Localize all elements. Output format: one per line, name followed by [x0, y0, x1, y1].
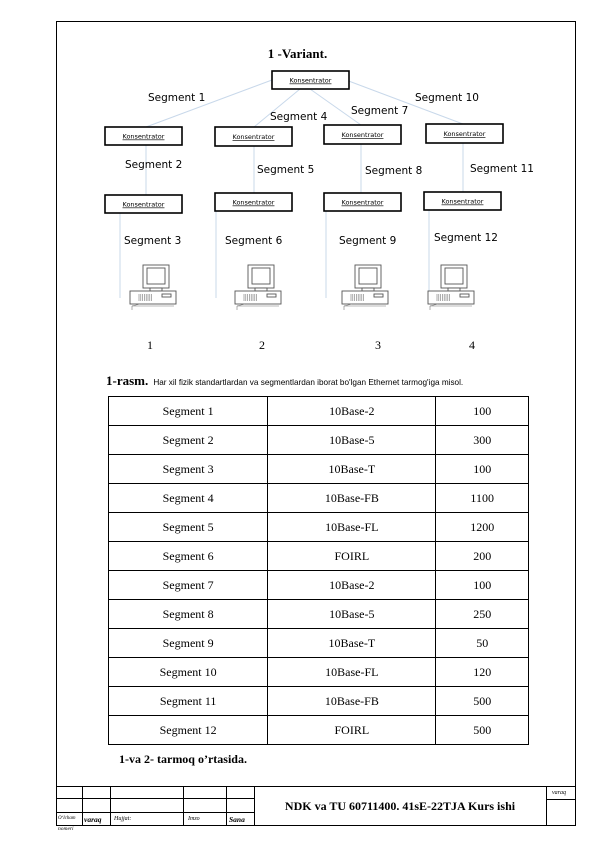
length-cell: 1100 — [436, 484, 529, 513]
hujjat-label: Hujjat: — [114, 816, 132, 822]
segment-label-6: Segment 6 — [225, 235, 283, 247]
segment-label-1: Segment 1 — [148, 92, 206, 104]
standard-cell: FOIRL — [268, 716, 436, 745]
table-row — [109, 629, 529, 658]
segment-name-cell: Segment 11 — [109, 687, 268, 716]
segment-label-12: Segment 12 — [434, 232, 498, 244]
figure-caption — [106, 370, 463, 389]
konsentrator-label: Konsentrator — [441, 197, 484, 206]
page-title: 1 -Variant. — [267, 46, 328, 61]
segment-name-cell: Segment 7 — [109, 571, 268, 600]
network-number-4: 4 — [469, 338, 475, 352]
segment-table — [108, 396, 529, 745]
konsentrator-box-4a — [426, 124, 503, 143]
table-row — [109, 397, 529, 426]
table-row — [109, 426, 529, 455]
length-cell: 500 — [436, 716, 529, 745]
konsentrator-label: Konsentrator — [341, 131, 384, 139]
segment-name-cell: Segment 2 — [109, 426, 268, 455]
title-block — [56, 786, 576, 832]
standard-cell: 10Base-5 — [268, 426, 436, 455]
segment-label-11: Segment 11 — [470, 163, 534, 175]
konsentrator-label: Konsentrator — [232, 133, 275, 141]
segment-name-cell: Segment 5 — [109, 513, 268, 542]
standard-cell: 10Base-FB — [268, 687, 436, 716]
konsentrator-label: Konsentrator — [443, 130, 486, 138]
computer-icon — [130, 265, 176, 310]
konsentrator-label: Konsentrator — [341, 198, 384, 207]
segment-name-cell: Segment 8 — [109, 600, 268, 629]
segment-label-4: Segment 4 — [270, 111, 328, 123]
segment-label-2: Segment 2 — [125, 159, 183, 171]
network-number-2: 2 — [259, 338, 265, 352]
konsentrator-box-2b — [215, 193, 292, 211]
segment-name-cell: Segment 1 — [109, 397, 268, 426]
segment-name-cell: Segment 6 — [109, 542, 268, 571]
table-row — [109, 542, 529, 571]
length-cell: 300 — [436, 426, 529, 455]
segment-name-cell: Segment 4 — [109, 484, 268, 513]
standard-cell: 10Base-T — [268, 629, 436, 658]
length-cell: 1200 — [436, 513, 529, 542]
konsentrator-box-1b — [105, 195, 182, 213]
segment-label-8: Segment 8 — [365, 165, 423, 177]
varaq-label-right: varaq — [552, 790, 566, 796]
length-cell: 250 — [436, 600, 529, 629]
standard-cell: 10Base-5 — [268, 600, 436, 629]
table-row — [109, 571, 529, 600]
konsentrator-label: Konsentrator — [289, 76, 332, 85]
konsentrator-box-4b — [424, 192, 501, 210]
konsentrator-box-3b — [324, 193, 401, 211]
segment-label-9: Segment 9 — [339, 235, 397, 247]
table-row — [109, 716, 529, 745]
konsentrator-box-2a — [215, 127, 292, 146]
standard-cell: 10Base-T — [268, 455, 436, 484]
segment-name-cell: Segment 3 — [109, 455, 268, 484]
standard-cell: 10Base-FB — [268, 484, 436, 513]
length-cell: 100 — [436, 571, 529, 600]
table-row — [109, 513, 529, 542]
length-cell: 500 — [436, 687, 529, 716]
root-konsentrator-box — [272, 71, 349, 89]
table-row — [109, 600, 529, 629]
network-number-3: 3 — [375, 338, 381, 352]
length-cell: 50 — [436, 629, 529, 658]
table-row — [109, 484, 529, 513]
konsentrator-label: Konsentrator — [232, 198, 275, 207]
network-number-1: 1 — [147, 338, 153, 352]
computer-icon — [428, 265, 474, 310]
table-row — [109, 658, 529, 687]
standard-cell: FOIRL — [268, 542, 436, 571]
segment-name-cell: Segment 9 — [109, 629, 268, 658]
caption-label: 1-rasm. — [106, 373, 149, 388]
varaq-label: varaq — [84, 815, 102, 824]
standard-cell: 10Base-2 — [268, 397, 436, 426]
nomer-label: nomeri — [58, 826, 74, 832]
standard-cell: 10Base-FL — [268, 513, 436, 542]
segment-label-7: Segment 7 — [351, 105, 409, 117]
segment-label-3: Segment 3 — [124, 235, 182, 247]
konsentrator-label: Konsentrator — [122, 200, 165, 209]
standard-cell: 10Base-FL — [268, 658, 436, 687]
segment-label-10: Segment 10 — [415, 92, 479, 104]
computer-icon — [235, 265, 281, 310]
sana-label: Sana — [229, 815, 245, 824]
document-title: NDK va TU 60711400. 41sE-22TJA Kurs ishi — [284, 798, 516, 813]
segment-label-5: Segment 5 — [257, 164, 315, 176]
table-row — [109, 687, 529, 716]
length-cell: 100 — [436, 397, 529, 426]
imzo-label: Imzo — [188, 816, 200, 822]
segment-name-cell: Segment 10 — [109, 658, 268, 687]
length-cell: 200 — [436, 542, 529, 571]
konsentrator-box-3a — [324, 125, 401, 144]
konsentrator-box-1a — [105, 127, 182, 145]
length-cell: 100 — [436, 455, 529, 484]
computer-icon — [342, 265, 388, 310]
segment-name-cell: Segment 12 — [109, 716, 268, 745]
table-row — [109, 455, 529, 484]
caption-text: Har xil fizik standartlardan va segmentlardan iborat bo'lgan Ethernet tarmog'iga misol. — [153, 378, 464, 387]
length-cell: 120 — [436, 658, 529, 687]
olcham-label: O‘lcham — [58, 816, 76, 821]
konsentrator-label: Konsentrator — [122, 132, 165, 141]
note-text: 1-va 2- tarmoq o’rtasida. — [119, 752, 247, 766]
standard-cell: 10Base-2 — [268, 571, 436, 600]
